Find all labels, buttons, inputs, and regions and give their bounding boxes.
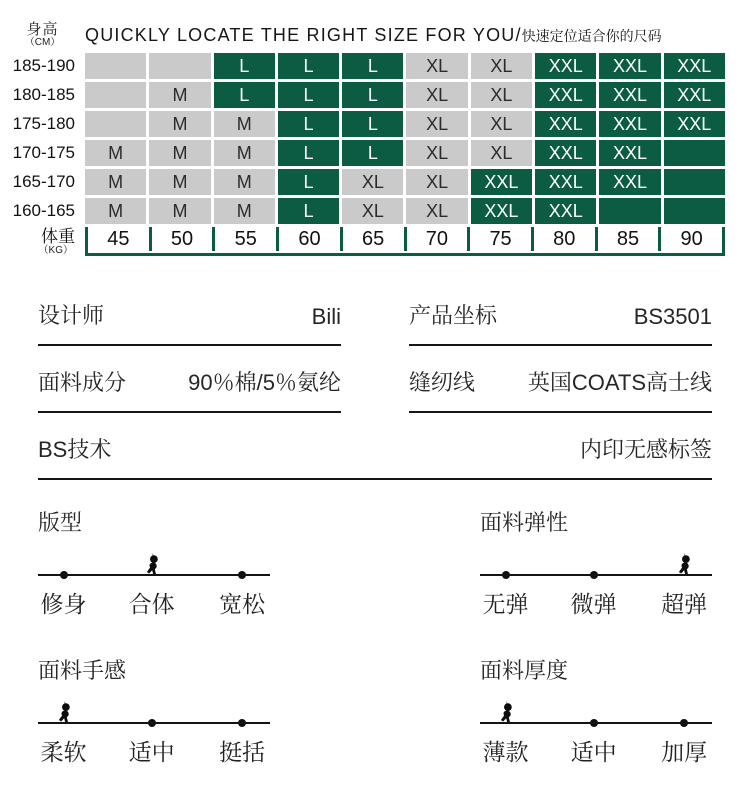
size-cell: M (149, 169, 210, 195)
size-cell: M (149, 82, 210, 108)
size-cell (664, 198, 725, 224)
size-cell: L (342, 140, 403, 166)
attribute-slider (480, 510, 712, 616)
slider-title: 面料厚度 (480, 658, 569, 684)
height-range-label: 180-185 (12, 85, 75, 104)
attribute-slider (38, 658, 341, 764)
slider-labels (480, 734, 712, 764)
slider-option-label: 超弹 (661, 591, 708, 618)
size-row (0, 140, 725, 166)
size-cell: M (85, 140, 146, 166)
weight-cell: 50 (152, 227, 216, 251)
size-cell: L (278, 198, 339, 224)
weight-axis-label (0, 227, 82, 256)
weight-cell: 90 (680, 228, 703, 250)
size-cell: M (85, 198, 146, 224)
weight-cell: 45 (88, 227, 152, 251)
spec-sewing-thread (409, 346, 712, 413)
size-cell: XL (406, 53, 467, 79)
slider-dot (148, 719, 156, 727)
weight-axis-text: 体重 (41, 227, 75, 246)
size-cell: XXL (535, 198, 596, 224)
height-range-label: 165-170 (12, 172, 75, 191)
size-cell: XXL (535, 169, 596, 195)
size-cell: L (342, 111, 403, 137)
size-cell: M (214, 111, 275, 137)
slider-dot (590, 719, 598, 727)
size-cell: XL (406, 111, 467, 137)
slider-labels (38, 586, 270, 616)
slider-dot (502, 571, 510, 579)
size-cell: XXL (535, 82, 596, 108)
slider-dot (238, 571, 246, 579)
attribute-sliders-section (0, 510, 750, 764)
size-cell: XXL (599, 140, 660, 166)
size-cell: L (214, 82, 275, 108)
size-cell: L (342, 82, 403, 108)
size-cell (85, 53, 146, 79)
size-cell (664, 169, 725, 195)
slider-track (480, 690, 712, 724)
size-cell: XXL (471, 169, 532, 195)
weight-cell: 60 (279, 227, 343, 251)
size-cell: XXL (599, 53, 660, 79)
spec-fabric-composition (38, 346, 341, 413)
slider-option-label: 适中 (570, 739, 617, 766)
size-cell: L (278, 111, 339, 137)
size-cell: XXL (599, 111, 660, 137)
size-cell (599, 198, 660, 224)
size-cell: XXL (535, 140, 596, 166)
size-row (0, 111, 725, 137)
weight-axis-unit: （KG） (38, 244, 73, 256)
spec-label: BS技术 (38, 437, 112, 463)
slider-labels (38, 734, 270, 764)
spec-value: Bili (311, 304, 341, 330)
size-cell: L (278, 169, 339, 195)
size-cell: XXL (535, 111, 596, 137)
spec-label: 缝纫线 (409, 370, 476, 396)
size-chart-title-en: QUICKLY LOCATE THE RIGHT SIZE FOR YOU/ (85, 25, 522, 45)
slider-option-label: 加厚 (661, 739, 708, 766)
height-axis-text: 身高 (26, 20, 59, 38)
size-cell (664, 140, 725, 166)
size-cell: XL (406, 82, 467, 108)
weight-row (0, 227, 725, 256)
slider-labels (480, 586, 712, 616)
size-cell: XL (406, 140, 467, 166)
spec-value: 内印无感标签 (579, 437, 712, 463)
size-cell: XXL (664, 111, 725, 137)
size-cell: XL (342, 198, 403, 224)
slider-option-label: 宽松 (219, 591, 266, 618)
slider-dot (60, 571, 68, 579)
size-cell: L (342, 53, 403, 79)
mascot-marker-icon (497, 700, 514, 723)
spec-value: BS3501 (633, 304, 712, 330)
slider-track (480, 542, 712, 576)
size-cell: XL (406, 169, 467, 195)
slider-title: 版型 (38, 510, 83, 536)
size-cell: L (214, 53, 275, 79)
size-chart-title (85, 25, 750, 50)
spec-label: 产品坐标 (409, 303, 498, 329)
size-cell: XL (342, 169, 403, 195)
slider-option-label: 挺括 (219, 739, 266, 766)
size-table (0, 53, 725, 256)
weight-cell: 55 (215, 227, 279, 251)
spec-value: 90％棉/5％氨纶 (188, 370, 341, 396)
size-cell: XXL (664, 82, 725, 108)
height-range-label: 170-175 (12, 143, 75, 162)
size-cell: XL (471, 53, 532, 79)
size-chart-title-zh: 快速定位适合你的尺码 (521, 28, 662, 44)
slider-option-label: 适中 (128, 739, 175, 766)
size-cell: XL (471, 140, 532, 166)
size-cell: M (149, 140, 210, 166)
size-cell: XXL (599, 82, 660, 108)
size-cell (85, 82, 146, 108)
height-axis-unit: （CM） (24, 36, 61, 48)
size-row (0, 198, 725, 224)
size-chart-section (0, 0, 750, 256)
size-cell: L (278, 53, 339, 79)
spec-bs-technology (38, 413, 712, 480)
weight-cell: 80 (534, 227, 598, 251)
slider-option-label: 修身 (40, 591, 87, 618)
weight-cell: 75 (470, 227, 534, 251)
slider-title: 面料手感 (38, 658, 127, 684)
slider-dot (590, 571, 598, 579)
slider-title: 面料弹性 (480, 510, 569, 536)
size-cell: M (214, 198, 275, 224)
mascot-marker-icon (676, 552, 693, 575)
slider-option-label: 柔软 (40, 739, 87, 766)
size-cell: XL (471, 111, 532, 137)
slider-dot (238, 719, 246, 727)
weight-cells (85, 227, 725, 256)
spec-label: 面料成分 (38, 370, 127, 396)
spec-label: 设计师 (38, 303, 105, 329)
slider-option-label: 微弹 (570, 591, 617, 618)
size-cell: XXL (599, 169, 660, 195)
size-cell: XXL (664, 53, 725, 79)
size-row (0, 82, 725, 108)
size-cell: XL (471, 82, 532, 108)
spec-value: 英国COATS高士线 (527, 370, 712, 396)
size-cell: M (85, 169, 146, 195)
weight-cell: 65 (343, 227, 407, 251)
size-chart-header (0, 8, 750, 50)
size-cell: M (214, 169, 275, 195)
size-cell: L (278, 140, 339, 166)
size-cell: L (278, 82, 339, 108)
attribute-slider (480, 658, 712, 764)
spec-grid (38, 279, 712, 413)
height-range-label: 160-165 (12, 201, 75, 220)
size-cell: M (214, 140, 275, 166)
product-specs-section (0, 279, 750, 480)
attribute-slider (38, 510, 341, 616)
size-row (0, 169, 725, 195)
spec-designer (38, 279, 341, 346)
size-cell: M (149, 198, 210, 224)
mascot-marker-icon (55, 700, 72, 723)
height-range-label: 175-180 (12, 114, 75, 133)
spec-product-code (409, 279, 712, 346)
weight-cell: 85 (598, 227, 662, 251)
size-cell: XXL (471, 198, 532, 224)
slider-track (38, 542, 270, 576)
size-cell (85, 111, 146, 137)
size-cell: XL (406, 198, 467, 224)
slider-option-label: 合体 (128, 591, 175, 618)
size-cell: XXL (535, 53, 596, 79)
height-axis-label (0, 22, 85, 50)
weight-cell: 70 (407, 227, 471, 251)
size-cell (149, 53, 210, 79)
height-range-label: 185-190 (12, 56, 75, 75)
slider-dot (680, 719, 688, 727)
size-cell: M (149, 111, 210, 137)
slider-option-label: 无弹 (482, 591, 529, 618)
size-row (0, 53, 725, 79)
slider-track (38, 690, 270, 724)
slider-option-label: 薄款 (482, 739, 529, 766)
mascot-marker-icon (143, 552, 160, 575)
